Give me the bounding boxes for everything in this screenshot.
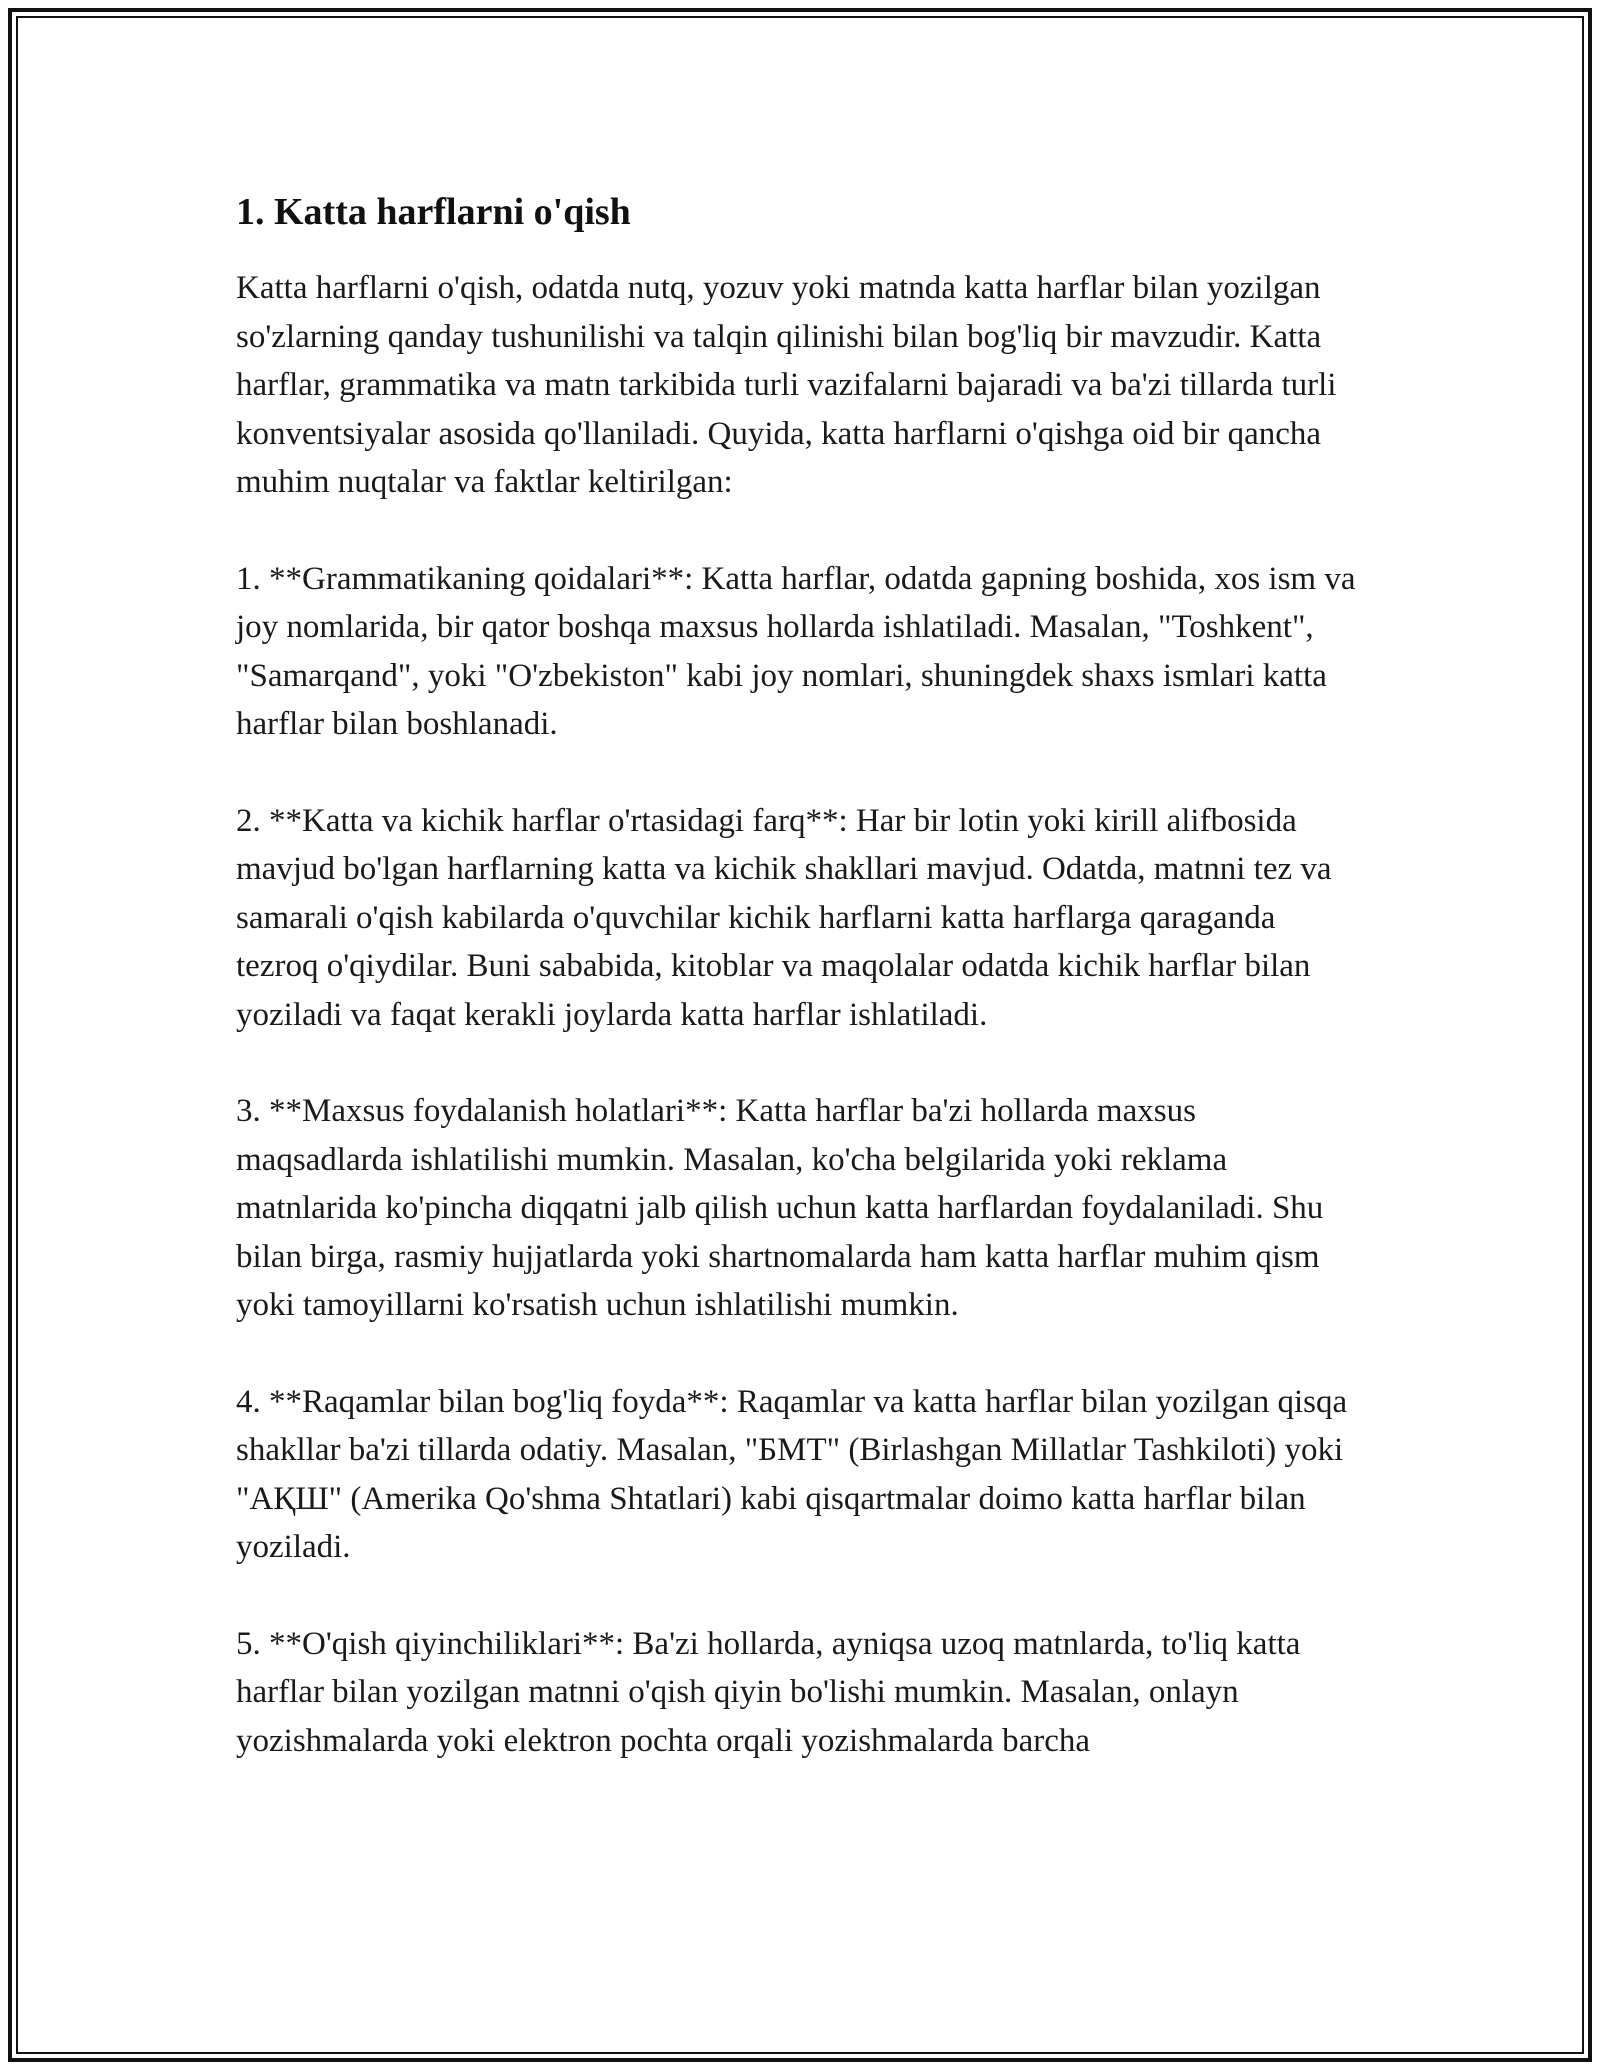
list-item-grammar-rules: 1. **Grammatikaning qoidalari**: Katta harflar, odatda gapning boshida, xos ism va joy nomlarida, bir qator boshqa maxsus hollarda ishlatiladi. Masalan, "Toshkent", "Samarqand", yoki "O'zbekiston" kabi joy nomlari, shuningdek shaxs ismlari katta harflar bilan boshlanadi. [236, 560, 1356, 742]
document-body [236, 186, 1366, 1813]
section-heading: 1. Katta harflarni o'qish [236, 191, 631, 233]
list-item-special-usage: 3. **Maxsus foydalanish holatlari**: Katta harflar ba'zi hollarda maxsus maqsadlarda ishlatilishi mumkin. Masalan, ko'cha belgilarida yoki reklama matnlarida ko'pincha diqqatni jalb qilish uchun katta harflardan foydalaniladi. Shu bilan birga, rasmiy hujjatlarda yoki shartnomalarda ham katta harflar muhim qism yoki tamoyillarni ko'rsatish uchun ishlatilishi mumkin. [236, 1093, 1324, 1323]
list-item-case-difference: 2. **Katta va kichik harflar o'rtasidagi farq**: Har bir lotin yoki kirill alifbosida mavjud bo'lgan harflarning katta va kichik shakllari mavjud. Odatda, matnni tez va samarali o'qish kabilarda o'quvchilar kichik harflarni katta harflarga qaraganda tezroq o'qiydilar. Buni sababida, kitoblar va maqolalar odatda kichik harflar bilan yoziladi va faqat kerakli joylarda katta harflar ishlatiladi. [236, 802, 1332, 1033]
list-item-reading-difficulty: 5. **O'qish qiyinchiliklari**: Ba'zi hollarda, ayniqsa uzoq matnlarda, to'liq katta harflar bilan yozilgan matnni o'qish qiyin bo'lishi mumkin. Masalan, onlayn yozishmalarda yoki elektron pochta orqali yozishmalarda barcha [236, 1625, 1301, 1759]
list-item-abbreviations: 4. **Raqamlar bilan bog'liq foyda**: Raqamlar va katta harflar bilan yozilgan qisqa shakllar ba'zi tillarda odatiy. Masalan, "БМТ" (Birlashgan Millatlar Tashkiloti) yoki "АҚШ" (Amerika Qo'shma Shtatlari) kabi qisqartmalar doimo katta harflar bilan yoziladi. [236, 1383, 1348, 1565]
intro-paragraph: Katta harflarni o'qish, odatda nutq, yozuv yoki matnda katta harflar bilan yozilgan so'zlarning qanday tushunilishi va talqin qilinishi bilan bog'liq bir mavzudir. Katta harflar, grammatika va matn tarkibida turli vazifalarni bajaradi va ba'zi tillarda turli konventsiyalar asosida qo'llaniladi. Quyida, katta harflarni o'qishga oid bir qancha muhim nuqtalar va faktlar keltirilgan: [236, 270, 1337, 500]
